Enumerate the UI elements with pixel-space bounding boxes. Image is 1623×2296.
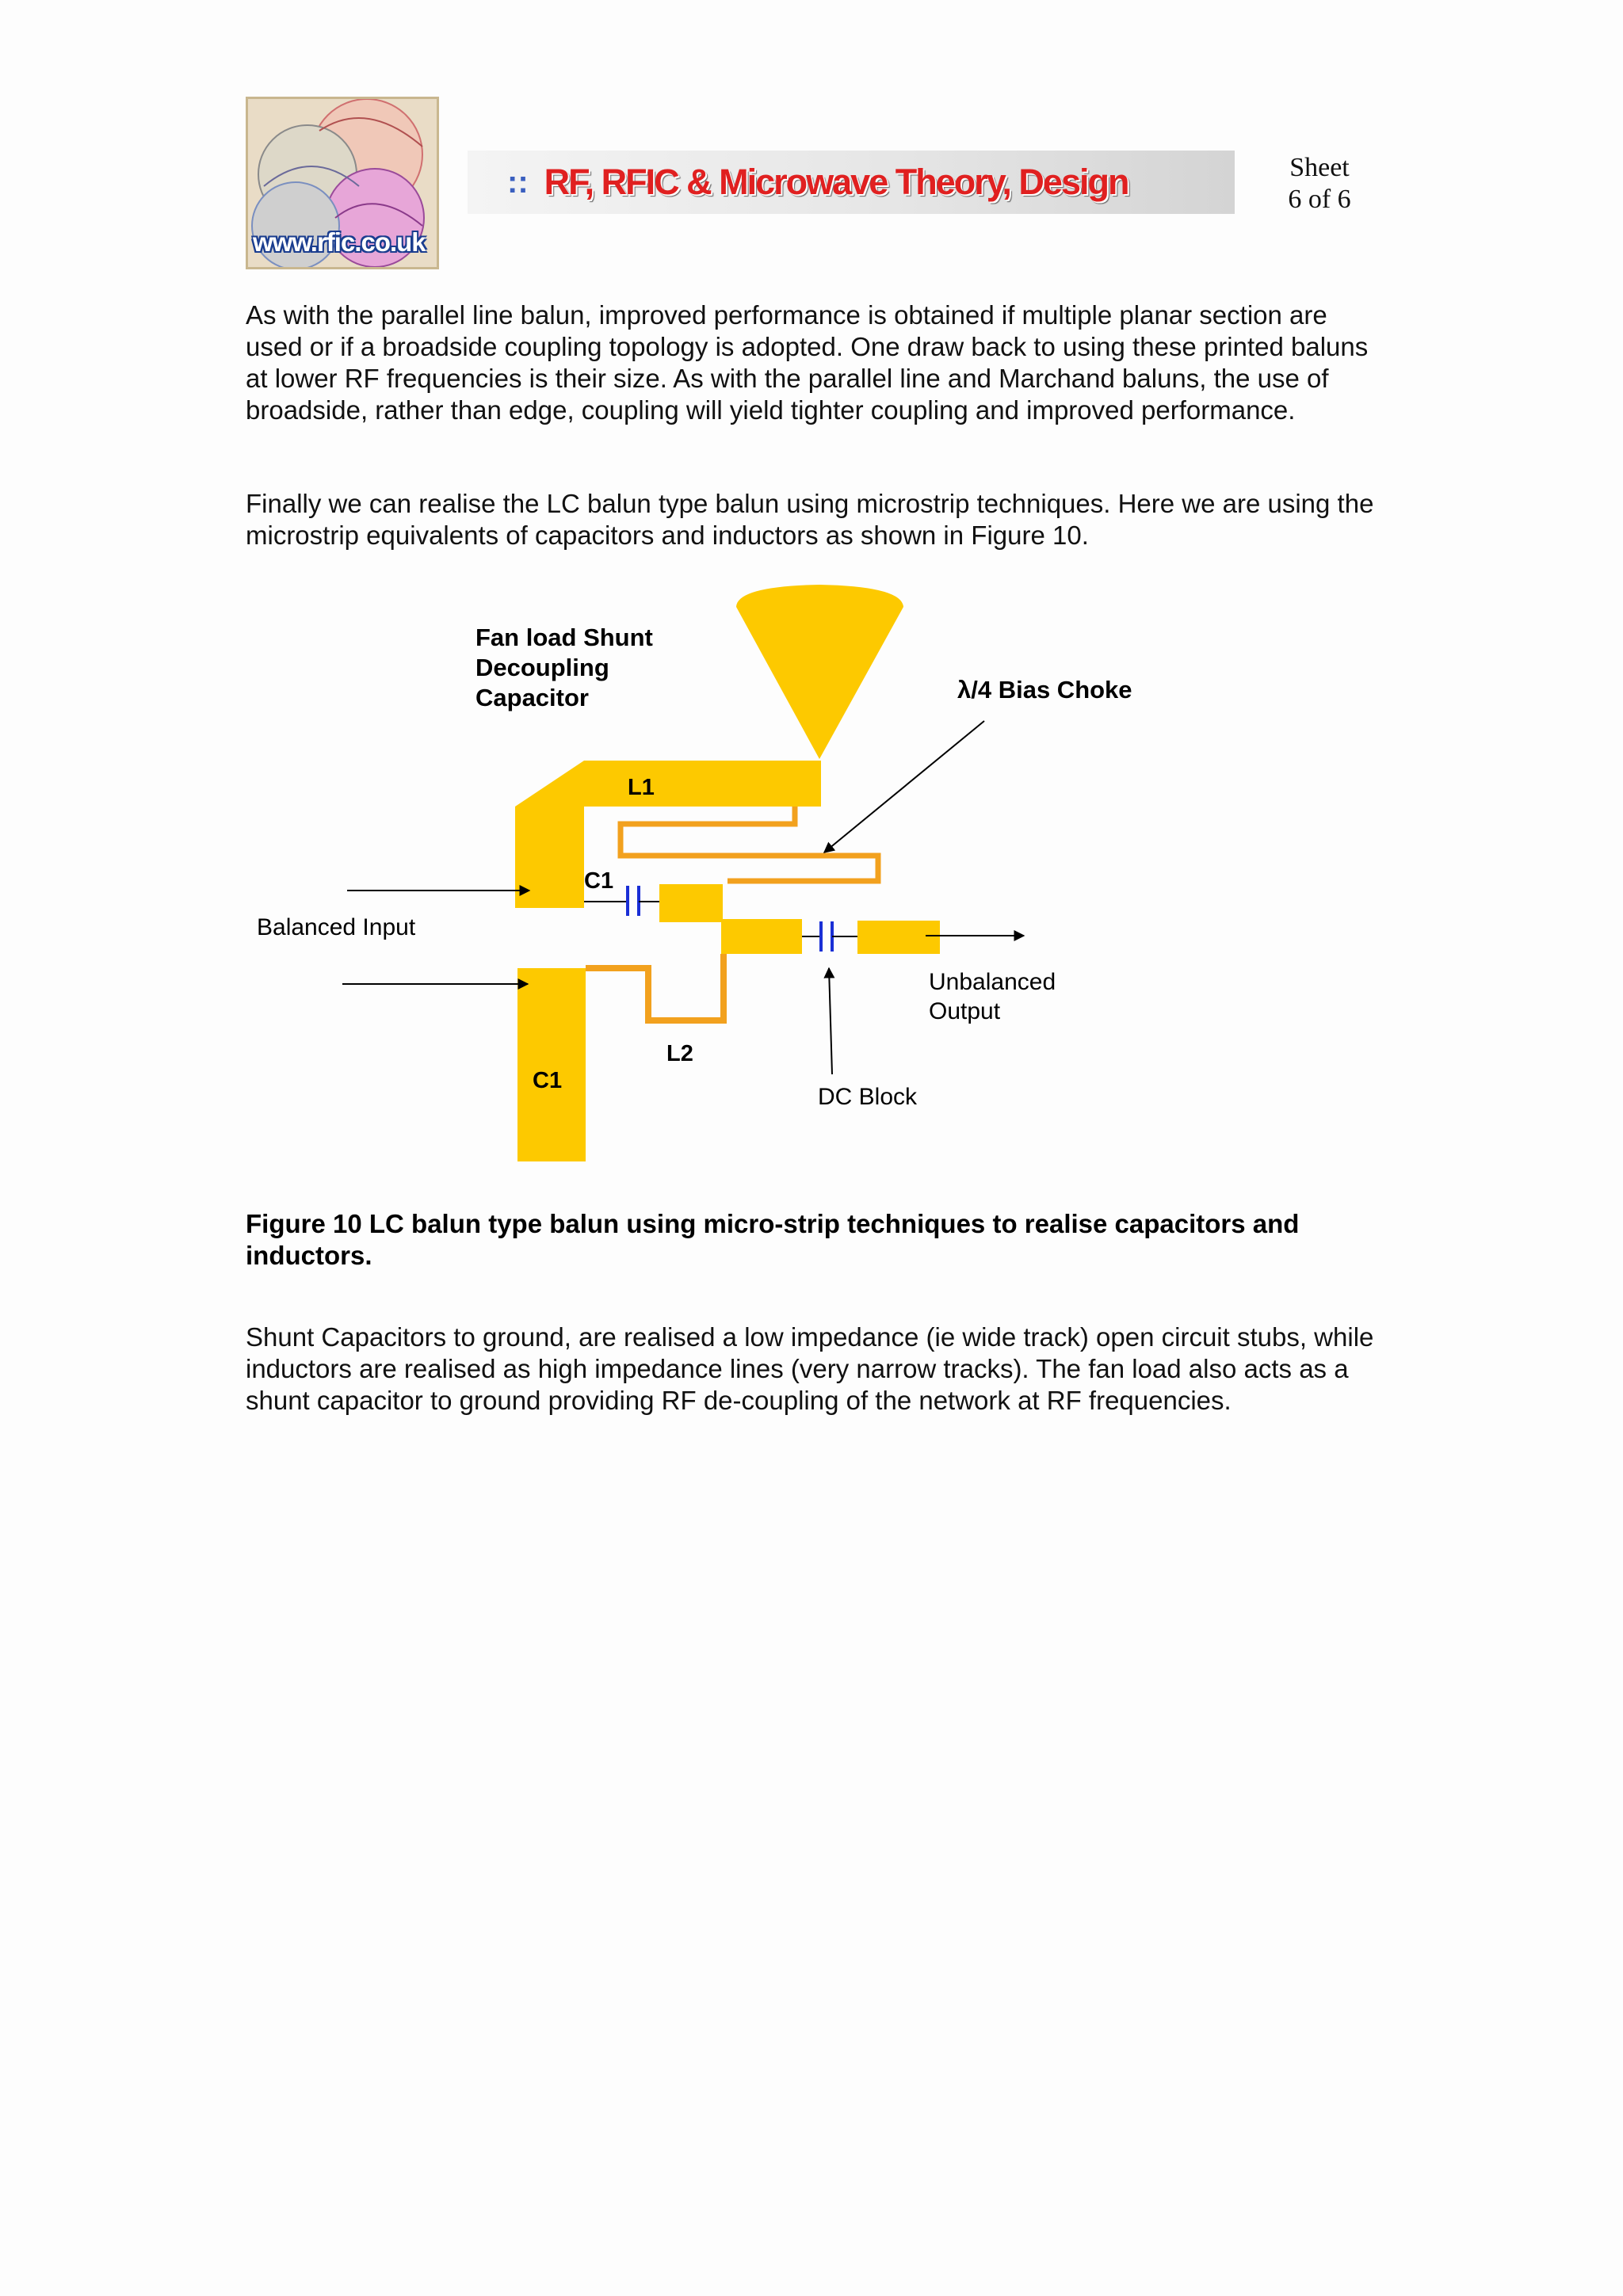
bias-choke-pointer-arrow	[824, 721, 984, 852]
l1-label: L1	[628, 775, 655, 800]
banner-bullet: ::	[507, 164, 529, 200]
sheet-label: Sheet	[1289, 153, 1350, 182]
paragraph-3: Shunt Capacitors to ground, are realised a low impedance (ie wide track) open circuit stubs, while inductors are realised as high impedance lines (very narrow tracks). The fan load also acts as a shunt capacitor to ground providing RF de-coupling of the network at RF frequencies.	[246, 1322, 1374, 1415]
unbalanced-output-label-line-2: Output	[929, 998, 1001, 1024]
paragraph-2: Finally we can realise the LC balun type balun using microstrip techniques. Here we are using the microstrip equivalents of capacitors and inductors as shown in Figure 10.	[246, 489, 1374, 550]
fan-load-label-line-2: Decoupling	[475, 654, 609, 681]
fan-load-label-line-3: Capacitor	[475, 684, 589, 711]
balanced-input-label: Balanced Input	[257, 914, 416, 940]
sheet-number: 6 of 6	[1288, 185, 1351, 214]
l2-microstrip	[586, 954, 724, 1020]
dc-block-pointer-arrow	[829, 968, 832, 1074]
c1-pad-right	[659, 884, 723, 922]
dc-block-label: DC Block	[818, 1084, 918, 1110]
l2-label: L2	[666, 1041, 693, 1066]
c1-lower-stub	[517, 968, 586, 1161]
paragraph-1: As with the parallel line balun, improved performance is obtained if multiple planar section are used or if a broadside coupling topology is adopted. One draw back to using these printed baluns at lower RF frequencies is their size. As with the parallel line and Marchand baluns, the use of broadside, rather than edge, coupling will yield tighter coupling and improved performance.	[246, 300, 1369, 425]
unbalanced-output-label-line-1: Unbalanced	[929, 969, 1056, 995]
bias-choke-label: λ/4 Bias Choke	[957, 676, 1132, 704]
output-pad	[857, 921, 940, 954]
fan-load-label-line-1: Fan load Shunt	[475, 624, 653, 651]
banner-title: RF, RFIC & Microwave Theory, Design	[544, 162, 1128, 202]
dc-block-capacitor-symbol	[802, 921, 857, 952]
bias-choke-meander	[621, 807, 878, 881]
c1-top-label: C1	[584, 868, 614, 894]
fan-load-capacitor	[736, 585, 903, 759]
junction-pad	[721, 919, 802, 954]
logo-url-text: www.rfic.co.uk	[253, 227, 426, 257]
figure-10-caption: Figure 10 LC balun type balun using micro-strip techniques to realise capacitors and inductors.	[246, 1209, 1300, 1270]
c1-bottom-label: C1	[533, 1068, 563, 1093]
